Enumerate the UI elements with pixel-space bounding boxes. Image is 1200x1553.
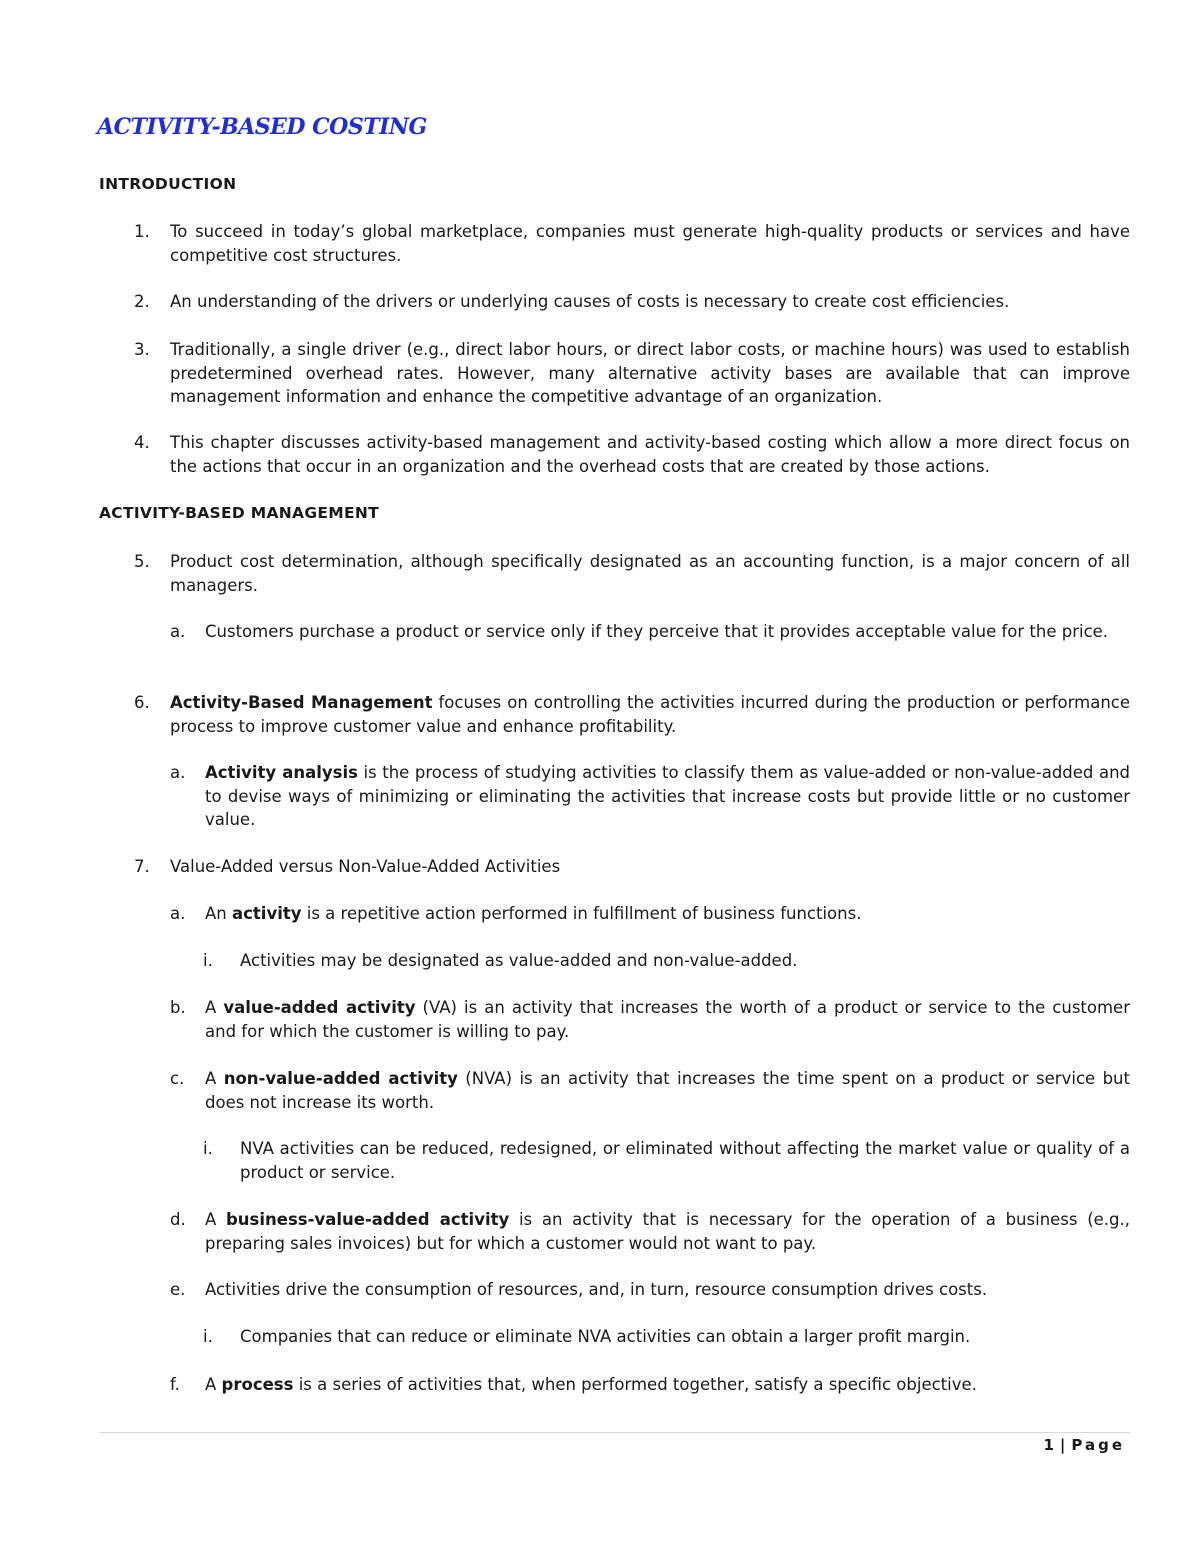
- list-item-prefix: A: [205, 998, 224, 1017]
- list-marker: 4.: [134, 433, 150, 452]
- list-item-text: is an activity that is necessary for the operation of a business (e.g., preparing sales invoices) but for which a customer would not want to pay.: [205, 1210, 1130, 1253]
- list-item-text: is a series of activities that, when performed together, satisfy a specific objective.: [293, 1375, 977, 1394]
- list-item-prefix: A: [205, 1210, 226, 1229]
- list-item-prefix: A: [205, 1069, 224, 1088]
- list-item: [170, 1208, 1130, 1255]
- list-item: [170, 761, 1131, 832]
- list-marker: 5.: [134, 552, 150, 571]
- list-item: [134, 550, 1130, 597]
- list-marker: f.: [170, 1375, 180, 1394]
- list-item: [170, 996, 1130, 1043]
- defined-term: process: [221, 1375, 294, 1394]
- list-marker: c.: [170, 1069, 185, 1088]
- page-footer: [1043, 1436, 1125, 1454]
- section-heading-introduction: INTRODUCTION: [99, 175, 237, 193]
- list-marker: 3.: [134, 340, 150, 359]
- list-item-text: Value-Added versus Non-Value-Added Activities: [170, 857, 561, 876]
- list-item: [134, 855, 1130, 879]
- list-item-text: Traditionally, a single driver (e.g., direct labor hours, or direct labor costs, or machine hours) was used to establish predetermined overhead rates. However, many alternative activity bases are available that can improve management information and enhance the competitive advantage of an organization.: [170, 340, 1130, 406]
- list-item-prefix: A: [205, 1375, 222, 1394]
- list-item-text: NVA activities can be reduced, redesigned, or eliminated without affecting the market value or quality of a product or service.: [240, 1139, 1130, 1182]
- list-item: [203, 949, 1130, 973]
- footer-separator: |: [1059, 1436, 1066, 1454]
- page-label: Page: [1071, 1436, 1125, 1454]
- list-item: [134, 338, 1130, 409]
- page-number: 1: [1043, 1436, 1054, 1454]
- list-item-text: To succeed in today’s global marketplace, companies must generate high-quality products or services and have competitive cost structures.: [170, 222, 1130, 265]
- list-item: [134, 431, 1130, 478]
- list-item: [170, 1373, 1130, 1397]
- document-title: ACTIVITY-BASED COSTING: [97, 114, 427, 140]
- list-marker: 7.: [134, 857, 150, 876]
- list-marker: b.: [170, 998, 186, 1017]
- list-item-text: is the process of studying activities to classify them as value-added or non-value-added and to devise ways of minimizing or eliminating the activities that increase costs but provide little or no customer value.: [205, 763, 1131, 829]
- defined-term: value-added activity: [223, 998, 416, 1017]
- list-marker: d.: [170, 1210, 186, 1229]
- list-item: [170, 1278, 1130, 1302]
- list-item-text: Activities drive the consumption of resources, and, in turn, resource consumption drives costs.: [205, 1280, 988, 1299]
- list-item-text: (NVA) is an activity that increases the time spent on a product or service but does not increase its worth.: [205, 1069, 1130, 1112]
- list-item-text: This chapter discusses activity-based management and activity-based costing which allow a more direct focus on the actions that occur in an organization and the overhead costs that are created by those actions.: [170, 433, 1130, 476]
- list-item-text: focuses on controlling the activities incurred during the production or performance process to improve customer value and enhance profitability.: [170, 693, 1130, 736]
- defined-term: non-value-added activity: [223, 1069, 458, 1088]
- list-item: [134, 220, 1130, 267]
- list-item: [170, 620, 1130, 644]
- list-item-prefix: An: [205, 904, 232, 923]
- list-marker: 1.: [134, 222, 150, 241]
- list-item: [134, 290, 1130, 314]
- list-item-text: (VA) is an activity that increases the worth of a product or service to the customer and for which the customer is willing to pay.: [205, 998, 1130, 1041]
- defined-term: activity: [232, 904, 302, 923]
- list-marker: a.: [170, 904, 186, 923]
- list-item: [170, 902, 1130, 926]
- list-item-text: An understanding of the drivers or underlying causes of costs is necessary to create cost efficiencies.: [170, 292, 1010, 311]
- list-marker: i.: [203, 1327, 213, 1346]
- defined-term: business-value-added activity: [226, 1210, 510, 1229]
- defined-term: Activity analysis: [205, 763, 358, 782]
- list-marker: i.: [203, 1139, 213, 1158]
- list-marker: e.: [170, 1280, 186, 1299]
- list-item: [170, 1067, 1130, 1114]
- list-item-text: Product cost determination, although specifically designated as an accounting function, is a major concern of all managers.: [170, 552, 1130, 595]
- list-marker: a.: [170, 763, 186, 782]
- section-heading-abm: ACTIVITY-BASED MANAGEMENT: [99, 504, 380, 522]
- list-item-text: Customers purchase a product or service only if they perceive that it provides acceptable value for the price.: [205, 622, 1109, 641]
- defined-term: Activity-Based Management: [170, 693, 433, 712]
- list-marker: 2.: [134, 292, 150, 311]
- list-item-text: Activities may be designated as value-added and non-value-added.: [240, 951, 798, 970]
- list-item-text: Companies that can reduce or eliminate NVA activities can obtain a larger profit margin.: [240, 1327, 971, 1346]
- list-marker: i.: [203, 951, 213, 970]
- list-item-text: is a repetitive action performed in fulfillment of business functions.: [301, 904, 862, 923]
- list-marker: a.: [170, 622, 186, 641]
- list-marker: 6.: [134, 693, 150, 712]
- list-item: [203, 1137, 1130, 1184]
- list-item: [134, 691, 1130, 738]
- list-item: [203, 1325, 1130, 1349]
- footer-divider: [99, 1432, 1130, 1433]
